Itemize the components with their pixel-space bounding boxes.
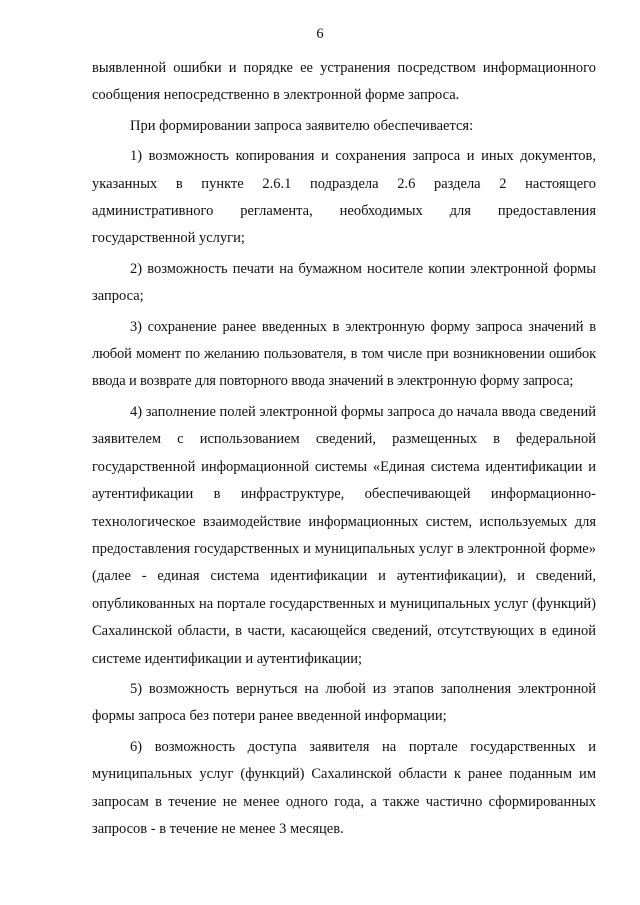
document-body xyxy=(92,55,596,846)
list-item-autofill: 4) заполнение полей электронной формы запроса до начала ввода сведений заявителем с использованием сведений, размещенных в федеральной государственной информационной системы «Единая система идентификации и аутентификации в инфраструктуре, обеспечивающей информационно-технологическое взаимодействие информационных систем, используемых для предоставления государственных и муниципальных услуг в электронной форме» (далее - единая система идентификации и аутентификации), и сведений, опубликованных на портале государственных и муниципальных услуг (функций) Сахалинской области, в части, касающейся сведений, отсутствующих в единой системе идентификации и аутентификации; xyxy=(92,403,596,667)
paragraph-error-message-continuation: выявленной ошибки и порядке ее устранения посредством информационного сообщения непосредственно в электронной форме запроса. xyxy=(92,60,596,104)
paragraph-request-formation-intro: При формировании запроса заявителю обеспечивается: xyxy=(130,117,474,134)
list-item-print: 2) возможность печати на бумажном носителе копии электронной формы запроса; xyxy=(92,260,596,305)
list-item-access-requests: 6) возможность доступа заявителя на портале государственных и муниципальных услуг (функций) Сахалинской области к ранее поданным им запросам в течение не менее одного года, а также частично сформированных запросов - в течение не менее 3 месяцев. xyxy=(92,738,596,837)
list-item-save-values: 3) сохранение ранее введенных в электронную форму запроса значений в любой момент по желанию пользователя, в том числе при возникновении ошибок ввода и возврате для повторного ввода значений в электронную форму запроса; xyxy=(92,318,596,390)
list-item-return-to-step: 5) возможность вернуться на любой из этапов заполнения электронной формы запроса без потери ранее введенной информации; xyxy=(92,680,596,725)
list-item-copy-save: 1) возможность копирования и сохранения запроса и иных документов, указанных в пункте 2.6.1 подраздела 2.6 раздела 2 настоящего административного регламента, необходимых для предоставления государственной услуги; xyxy=(92,148,596,247)
page-number: 6 xyxy=(316,26,324,42)
